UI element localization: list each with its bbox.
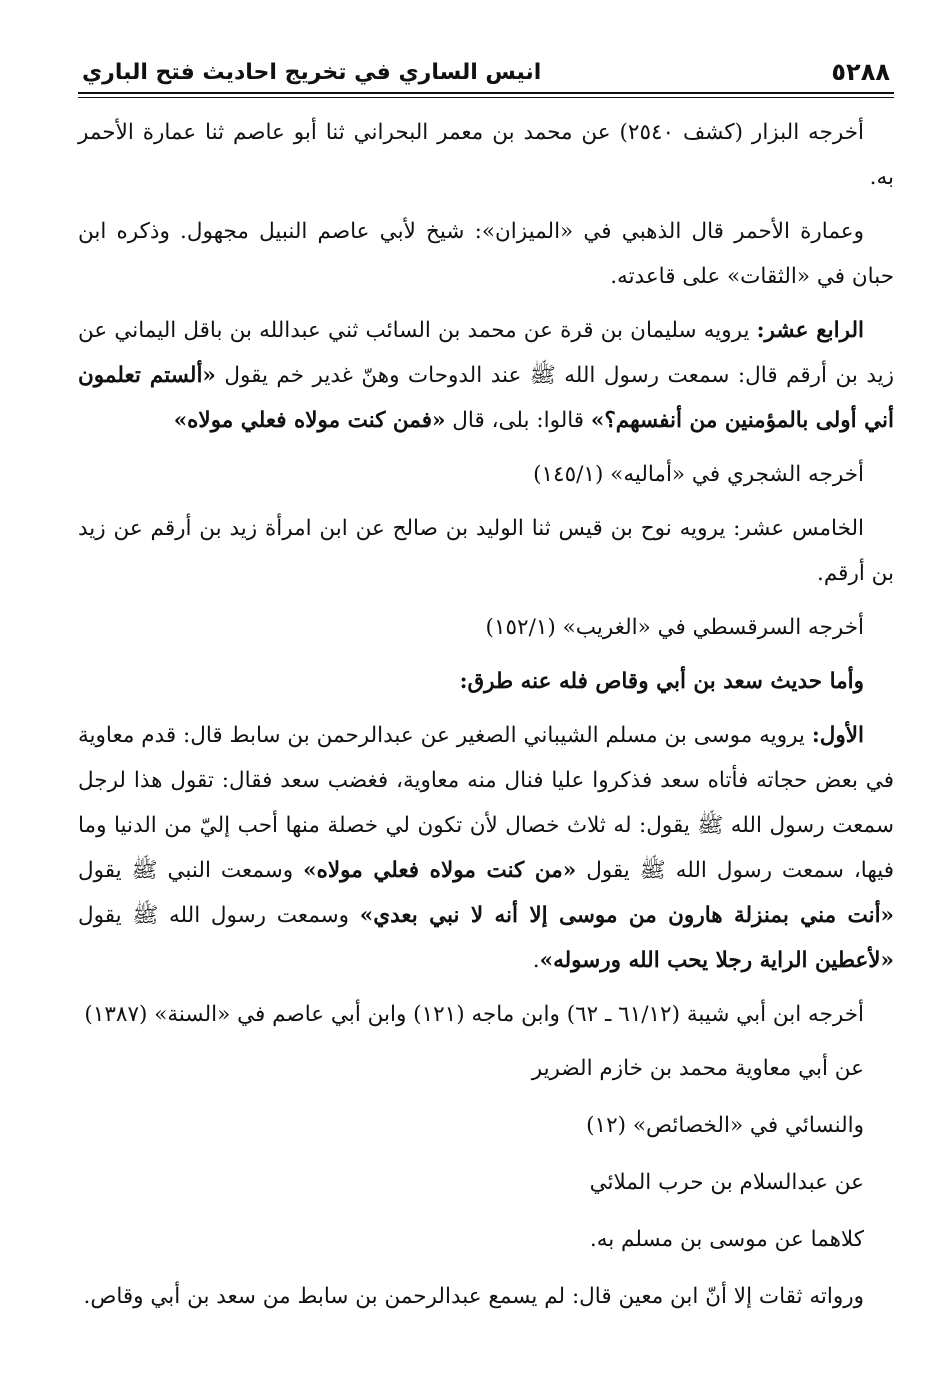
paragraph-8-text-2: وسمعت النبي ﷺ يقول (78, 858, 304, 883)
paragraph-2: وعمارة الأحمر قال الذهبي في «الميزان»: شيخ لأبي عاصم النبيل مجهول. وذكره ابن حبان في «الثقات» على قاعدته. (78, 219, 894, 289)
book-title: انيس الساري في تخريج احاديث فتح الباري (82, 59, 542, 85)
page-body (78, 110, 894, 1328)
paragraph-9: أخرجه ابن أبي شيبة (٦١/١٢ ـ ٦٢) وابن ماجه (١٢١) وابن أبي عاصم في «السنة» (١٣٨٧) (84, 1002, 864, 1027)
hadith-quote-3: «من كنت مولاه فعلي مولاه» (303, 858, 577, 883)
section-lead-14: الرابع عشر: (756, 318, 864, 343)
chain-line-2: والنسائي في «الخصائص» (١٢) (586, 1113, 864, 1138)
paragraph-6: أخرجه السرقسطي في «الغريب» (١٥٢/١) (485, 615, 864, 640)
paragraph-8-text-1: يرويه موسى بن مسلم الشيباني الصغير عن عبدالرحمن بن سابط قال: قدم معاوية في بعض حجاته فأتاه سعد فذكروا عليا فنال منه معاوية، فغضب سعد فقال: تقول هذا لرجل سمعت رسول الله ﷺ يقول: له ثلاث خصال لأن تكون لي خصلة منها أحب إليّ من الدنيا وما فيها، سمعت رسول الله ﷺ يقول (78, 723, 894, 883)
document-page (78, 52, 894, 1372)
paragraph-10: ورواته ثقات إلا أنّ ابن معين قال: لم يسمع عبدالرحمن بن سابط من سعد بن أبي وقاص. (83, 1284, 864, 1309)
hadith-quote-1: «ألستم تعلمون أني أولى بالمؤمنين من أنفسهم؟» (78, 363, 894, 433)
paragraph-5: الخامس عشر: يرويه نوح بن قيس ثنا الوليد بن صالح عن ابن امرأة زيد بن أرقم عن زيد بن أرقم. (78, 516, 894, 586)
paragraph-8-text-3: وسمعت رسول الله ﷺ يقول (78, 903, 360, 928)
paragraph-3 (78, 308, 894, 443)
page-number: ٥٢٨٨ (831, 58, 890, 86)
paragraph-4: أخرجه الشجري في «أماليه» (١٤٥/١) (533, 462, 864, 487)
running-header (78, 52, 894, 94)
hadith-quote-4: «أنت مني بمنزلة هارون من موسى إلا أنه لا نبي بعدي» (359, 903, 894, 928)
paragraph-1: أخرجه البزار (كشف ٢٥٤٠) عن محمد بن معمر البحراني ثنا أبو عاصم ثنا عمارة الأحمر به. (78, 120, 894, 190)
section-heading-saad: وأما حديث سعد بن أبي وقاص فله عنه طرق: (459, 669, 864, 694)
hadith-quote-5: «لأعطين الراية رجلا يحب الله ورسوله» (539, 948, 894, 973)
chain-line-4: كلاهما عن موسى بن مسلم به. (589, 1227, 864, 1252)
chain-line-3: عن عبدالسلام بن حرب الملائي (589, 1170, 864, 1195)
chain-line-1: عن أبي معاوية محمد بن خازم الضرير (531, 1056, 864, 1081)
paragraph-3-text: يرويه سليمان بن قرة عن محمد بن السائب ثني عبدالله بن باقل اليماني عن زيد بن أرقم قال: سمعت رسول الله ﷺ عند الدوحات وهنّ غدير خم يقول (78, 318, 894, 388)
paragraph-8-end: . (532, 948, 540, 973)
section-lead-first: الأول: (811, 723, 864, 748)
hadith-quote-2: «فمن كنت مولاه فعلي مولاه» (173, 408, 446, 433)
paragraph-3-mid: قالوا: بلى، قال (445, 408, 591, 433)
paragraph-8 (78, 713, 894, 983)
